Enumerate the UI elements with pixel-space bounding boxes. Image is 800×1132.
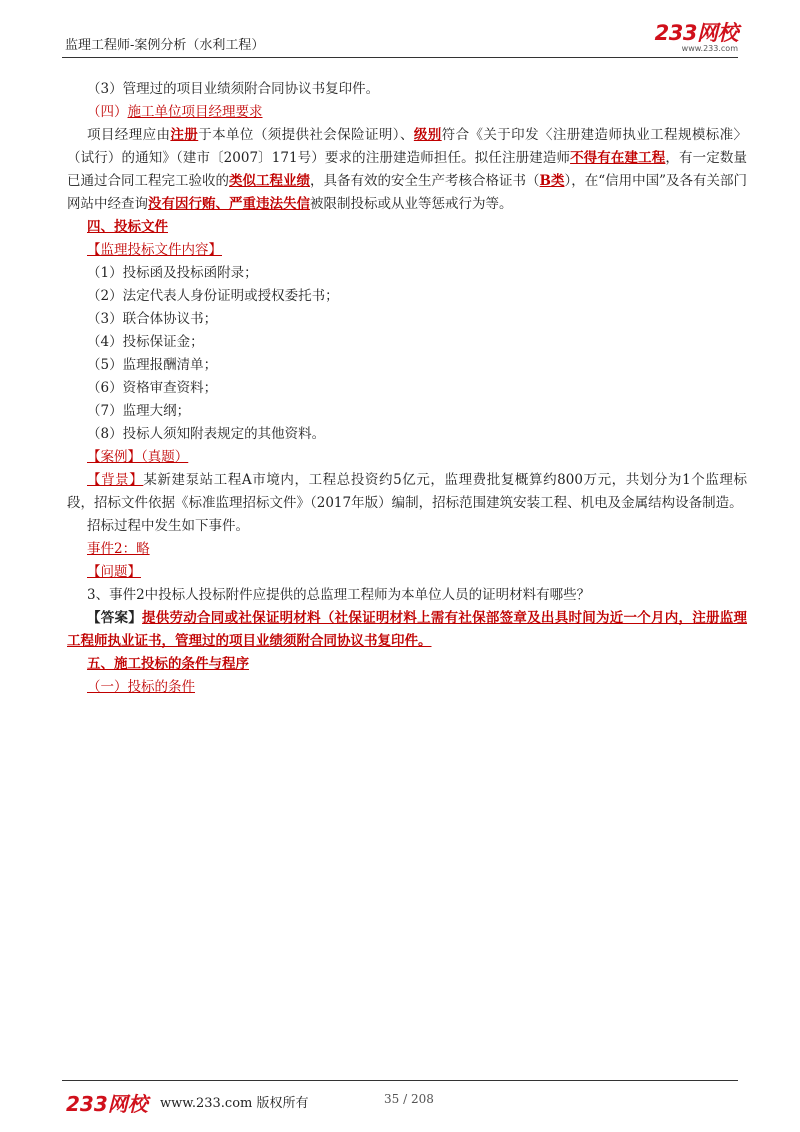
document-title: 监理工程师-案例分析（水利工程） xyxy=(65,38,265,53)
text-run: ，有一定数量已通过合同工程完工验收的 xyxy=(67,150,748,189)
text-line: （3）管理过的项目业绩须附合同协议书复印件。 xyxy=(87,81,380,97)
subsection-heading xyxy=(67,101,747,124)
logo-url: www.233.com xyxy=(681,44,738,53)
background-paragraph xyxy=(67,469,747,515)
section-heading: 四、投标文件 xyxy=(87,219,168,235)
text-line: 招标过程中发生如下事件。 xyxy=(87,518,249,534)
answer-text: 提供劳动合同或社保证明材料（社保证明材料上需有社保部签章及出具时间为近一个月内，注册监理工程师执业证书，管理过的项目业绩须附合同协议书复印件。 xyxy=(67,610,748,649)
text-run: 项目经理应由 xyxy=(87,127,171,143)
list-item: （3）联合体协议书； xyxy=(87,311,218,327)
footer-logo: 233网校 xyxy=(66,1092,148,1116)
list-item: （8）投标人须知附表规定的其他资料。 xyxy=(87,426,326,442)
keyword: 类似工程业绩 xyxy=(229,173,311,189)
text-run: 符合《关于印发〈注册建造师执业工程规模标准〉（试行）的通知》（建市〔2007〕171号）要求的注册建造师担任。拟任注册建造师 xyxy=(67,127,748,166)
section-subheading: 【监理投标文件内容】 xyxy=(87,242,222,258)
text-run: ），在“信用中国”及各有关部门网站中经查询 xyxy=(67,173,748,212)
question-text: 3、事件2中投标人投标附件应提供的总监理工程师为本单位人员的证明材料有哪些？ xyxy=(87,587,591,603)
keyword: 不得有在建工程 xyxy=(570,150,666,166)
section-heading: 五、施工投标的条件与程序 xyxy=(87,656,249,672)
page-content xyxy=(67,78,747,699)
answer-paragraph xyxy=(67,607,747,653)
footer-copyright: www.233.com 版权所有 xyxy=(160,1096,309,1111)
page-number: 35 / 208 xyxy=(384,1092,434,1106)
page-footer xyxy=(62,1080,738,1120)
keyword: 注册 xyxy=(170,127,199,143)
text-run: ，具备有效的安全生产考核合格证书（ xyxy=(310,173,540,189)
text-run: 被限制投标或从业等惩戒行为等。 xyxy=(310,196,513,212)
list-item: （2）法定代表人身份证明或授权委托书； xyxy=(87,288,339,304)
keyword: 级别 xyxy=(413,127,442,143)
footer-divider xyxy=(62,1080,738,1081)
subsection-number: （四） xyxy=(87,104,128,120)
keyword: 没有因行贿、严重违法失信 xyxy=(148,196,310,212)
answer-label: 【答案】 xyxy=(87,610,143,626)
list-item: （6）资格审查资料； xyxy=(87,380,218,396)
background-text: 某新建泵站工程A市境内，工程总投资约5亿元，监理费批复概算约800万元，共划分为1个监理标段，招标文件依据《标准监理招标文件》（2017年版）编制，招标范围建筑安装工程、机电及金属结构设备制造。 xyxy=(67,472,748,511)
subsection-title: 施工单位项目经理要求 xyxy=(127,104,263,120)
text-run: 于本单位（须提供社会保险证明）、 xyxy=(198,127,414,143)
list-item: （5）监理报酬清单； xyxy=(87,357,218,373)
case-label: 【案例】（真题） xyxy=(87,449,189,465)
list-item: （7）监理大纲； xyxy=(87,403,191,419)
background-label: 【背景】 xyxy=(87,472,144,488)
event-line: 事件2：略 xyxy=(87,541,150,557)
paragraph-pm-requirements xyxy=(67,124,747,216)
brand-logo xyxy=(655,22,738,53)
list-item: （4）投标保证金； xyxy=(87,334,204,350)
section-subheading: （一）投标的条件 xyxy=(87,679,195,695)
question-label: 【问题】 xyxy=(87,564,141,580)
keyword: B类 xyxy=(539,173,565,189)
list-item: （1）投标函及投标函附录； xyxy=(87,265,258,281)
page-header xyxy=(62,22,738,58)
header-divider xyxy=(62,57,738,58)
logo-text: 233网校 xyxy=(654,21,738,45)
